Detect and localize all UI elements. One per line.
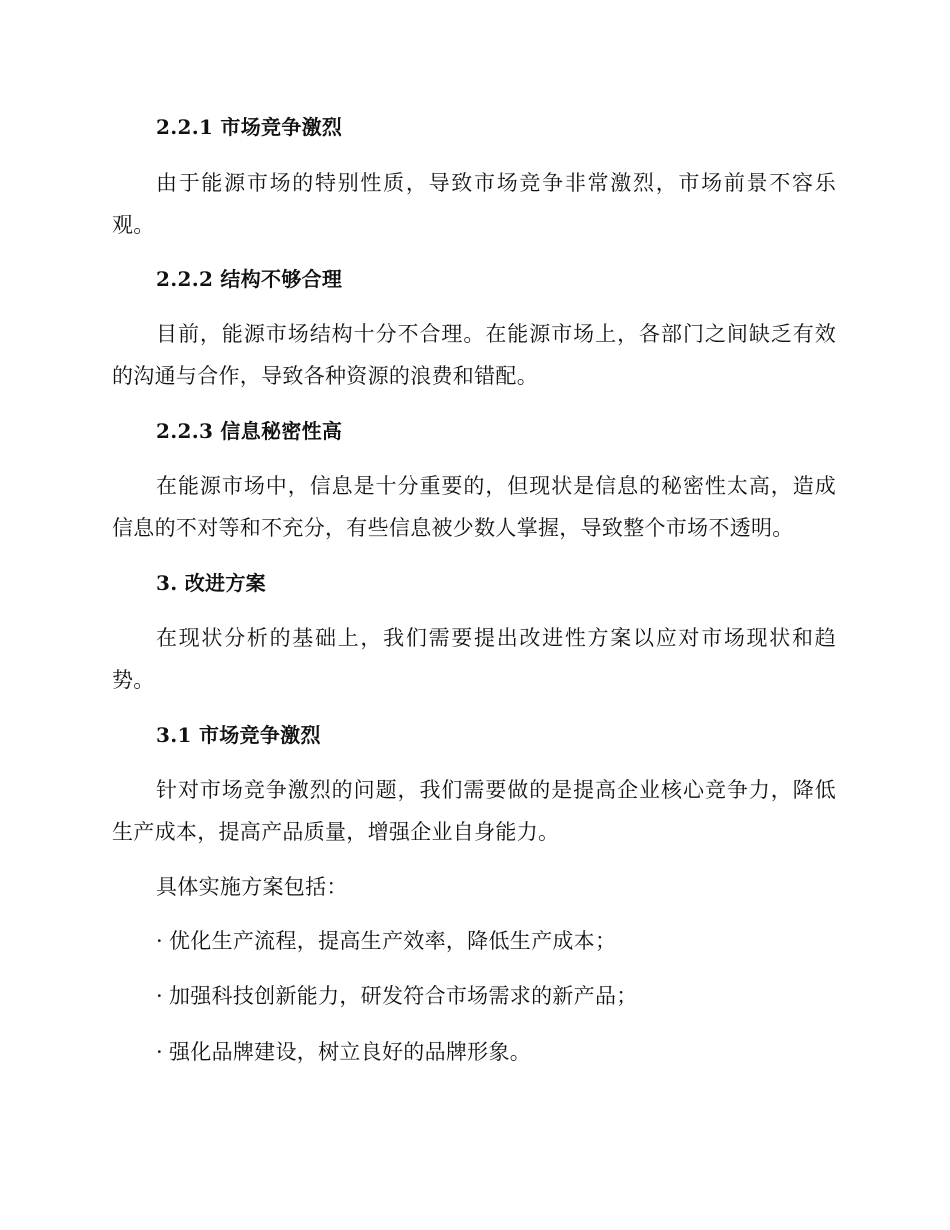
plan-intro: 具体实施方案包括：: [156, 875, 348, 899]
bullet-marker: ·: [156, 929, 163, 953]
list-item-text: 加强科技创新能力，研发符合市场需求的新产品；: [168, 984, 638, 1008]
section-heading-2-2-1: 2.2.1 市场竞争激烈: [156, 115, 343, 139]
section-heading-3-1: 3.1 市场竞争激烈: [156, 723, 321, 747]
section-heading-2-2-2: 2.2.2 结构不够合理: [156, 267, 343, 291]
section-paragraph-3: 在现状分析的基础上，我们需要提出改进性方案以应对市场现状和趋势。: [112, 626, 836, 692]
list-item: [156, 981, 836, 1011]
bullet-marker: ·: [156, 1040, 163, 1064]
section-paragraph-2-2-1: 由于能源市场的特别性质，导致市场竞争非常激烈，市场前景不容乐观。: [112, 171, 836, 237]
list-item-text: 优化生产流程，提高生产效率，降低生产成本；: [168, 929, 617, 953]
section-paragraph-2-2-2: 目前，能源市场结构十分不合理。在能源市场上，各部门之间缺乏有效的沟通与合作，导致各种资源的浪费和错配。: [112, 322, 836, 388]
section-heading-3: 3. 改进方案: [156, 571, 266, 595]
list-item-text: 强化品牌建设，树立良好的品牌形象。: [168, 1040, 532, 1064]
section-heading-2-2-3: 2.2.3 信息秘密性高: [156, 419, 343, 443]
list-item: [156, 926, 836, 956]
list-item: [156, 1037, 836, 1067]
section-paragraph-3-1: 针对市场竞争激烈的问题，我们需要做的是提高企业核心竞争力，降低生产成本，提高产品质量，增强企业自身能力。: [112, 778, 836, 844]
bullet-marker: ·: [156, 984, 163, 1008]
section-paragraph-2-2-3: 在能源市场中，信息是十分重要的，但现状是信息的秘密性太高，造成信息的不对等和不充分，有些信息被少数人掌握，导致整个市场不透明。: [112, 474, 836, 540]
